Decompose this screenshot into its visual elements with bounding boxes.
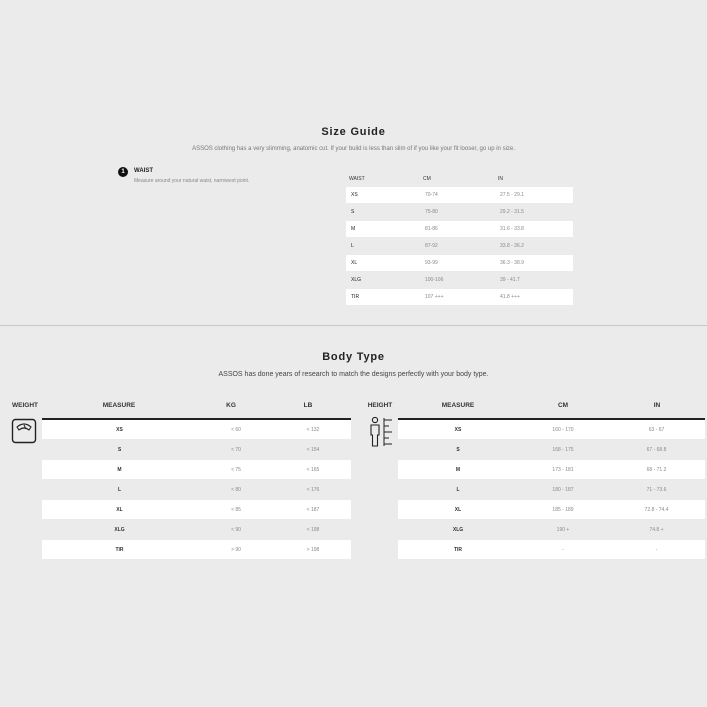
column-header: IN (653, 402, 661, 409)
kg-cell: > 90 (231, 546, 241, 553)
cm-cell: 93-99 (425, 260, 438, 266)
column-header: LB (303, 402, 313, 409)
table-row (398, 540, 705, 559)
column-header: KG (226, 402, 236, 409)
size-cell: S (456, 446, 460, 453)
column-header: MEASURE (102, 402, 136, 409)
size-cell: TIR (453, 546, 463, 553)
lb-cell: < 132 (306, 426, 320, 433)
lb-cell: < 165 (306, 466, 320, 473)
size-cell: XL (116, 506, 123, 513)
cm-cell: 107 +++ (425, 294, 444, 300)
kg-cell: < 80 (231, 486, 241, 493)
table-row (398, 440, 705, 459)
cm-cell: 75-80 (425, 209, 438, 215)
size-cell: XS (116, 426, 123, 433)
size-cell: M (351, 226, 356, 232)
size-cell: S (117, 446, 122, 453)
size-guide-subtitle: ASSOS clothing has a very slimming, anatomic cut. If your build is less than slim of if you like your fit looser, go up in size. (192, 146, 515, 152)
size-cell: XS (454, 426, 462, 433)
table-row (42, 500, 351, 519)
cm-cell: 190 + (556, 526, 570, 533)
waist-size-table (346, 171, 573, 306)
in-cell: 36.3 - 38.9 (500, 260, 524, 266)
cm-cell: 81-86 (425, 226, 438, 232)
in-cell: 33.8 - 36.2 (500, 243, 524, 249)
in-cell: 72.8 - 74.4 (644, 506, 669, 513)
body-type-subtitle: ASSOS has done years of research to match the designs perfectly with your body type. (218, 371, 489, 378)
in-cell: 31.6 - 33.8 (500, 226, 524, 232)
size-cell: XLG (114, 526, 125, 533)
kg-cell: < 75 (231, 466, 241, 473)
kg-cell: < 60 (231, 426, 241, 433)
lb-cell: < 198 (306, 526, 320, 533)
size-cell: L (456, 486, 460, 493)
kg-cell: < 90 (231, 526, 241, 533)
waist-label: WAIST (134, 168, 153, 174)
table-row (346, 289, 573, 305)
size-cell: TIR (115, 546, 124, 553)
height-ruler-icon (367, 416, 395, 448)
scale-icon (11, 418, 37, 444)
in-cell: 67 - 68.8 (646, 446, 667, 453)
column-header: IN (498, 176, 503, 182)
column-header: MEASURE (441, 402, 475, 409)
column-header: WAIST (349, 176, 365, 182)
size-guide-title: Size Guide (321, 126, 386, 138)
waist-description: Measure around your natural waist, narrowest point. (134, 178, 250, 184)
height-size-table (398, 418, 705, 560)
table-row (42, 460, 351, 479)
section-divider (0, 325, 707, 326)
table-row (398, 500, 705, 519)
weight-size-table (42, 418, 351, 560)
size-cell: XS (351, 192, 358, 198)
table-row (398, 520, 705, 539)
table-row (346, 238, 573, 254)
size-cell: L (351, 243, 354, 249)
cm-cell: 180 - 187 (552, 486, 574, 493)
in-cell: - (655, 546, 658, 553)
body-type-title: Body Type (322, 351, 385, 363)
table-row (42, 440, 351, 459)
cm-cell: 100-106 (425, 277, 444, 283)
table-header (346, 171, 573, 187)
cm-cell: 160 - 170 (552, 426, 574, 433)
size-cell: XL (454, 506, 462, 513)
kg-cell: < 85 (231, 506, 241, 513)
in-cell: 68 - 71.2 (646, 466, 667, 473)
height-label: HEIGHT (367, 402, 393, 409)
in-cell: 71 - 73.6 (646, 486, 667, 493)
in-cell: 74.8 + (649, 526, 664, 533)
size-cell: L (117, 486, 122, 493)
size-cell: TIR (351, 294, 360, 300)
table-row (398, 420, 705, 439)
weight-label: WEIGHT (12, 402, 38, 409)
in-cell: 63 - 67 (648, 426, 665, 433)
table-row (42, 480, 351, 499)
cm-cell: 70-74 (425, 192, 438, 198)
table-row (346, 221, 573, 237)
lb-cell: < 154 (306, 446, 320, 453)
table-row (42, 420, 351, 439)
cm-cell: 87-92 (425, 243, 438, 249)
cm-cell: 173 - 181 (552, 466, 574, 473)
cm-cell: 185 - 189 (552, 506, 574, 513)
column-header: CM (557, 402, 569, 409)
kg-cell: < 70 (231, 446, 241, 453)
lb-cell: < 187 (306, 506, 320, 513)
table-row (398, 480, 705, 499)
in-cell: 39 - 41.7 (500, 277, 520, 283)
table-row (346, 272, 573, 288)
size-cell: XL (351, 260, 358, 266)
table-row (42, 520, 351, 539)
step-number-badge: 1 (118, 167, 128, 177)
in-cell: 29.2 - 31.5 (500, 209, 524, 215)
column-header: CM (423, 176, 431, 182)
table-row (398, 460, 705, 479)
size-cell: M (455, 466, 461, 473)
size-cell: S (351, 209, 355, 215)
cm-cell: - (562, 546, 564, 553)
table-row (346, 187, 573, 203)
cm-cell: 168 - 175 (552, 446, 574, 453)
table-row (346, 204, 573, 220)
in-cell: 27.5 - 29.1 (500, 192, 524, 198)
lb-cell: > 198 (306, 546, 320, 553)
table-row (346, 255, 573, 271)
size-cell: XLG (351, 277, 362, 283)
size-cell: XLG (452, 526, 464, 533)
lb-cell: < 176 (306, 486, 320, 493)
table-row (42, 540, 351, 559)
in-cell: 41.8 +++ (500, 294, 520, 300)
size-cell: M (117, 466, 122, 473)
